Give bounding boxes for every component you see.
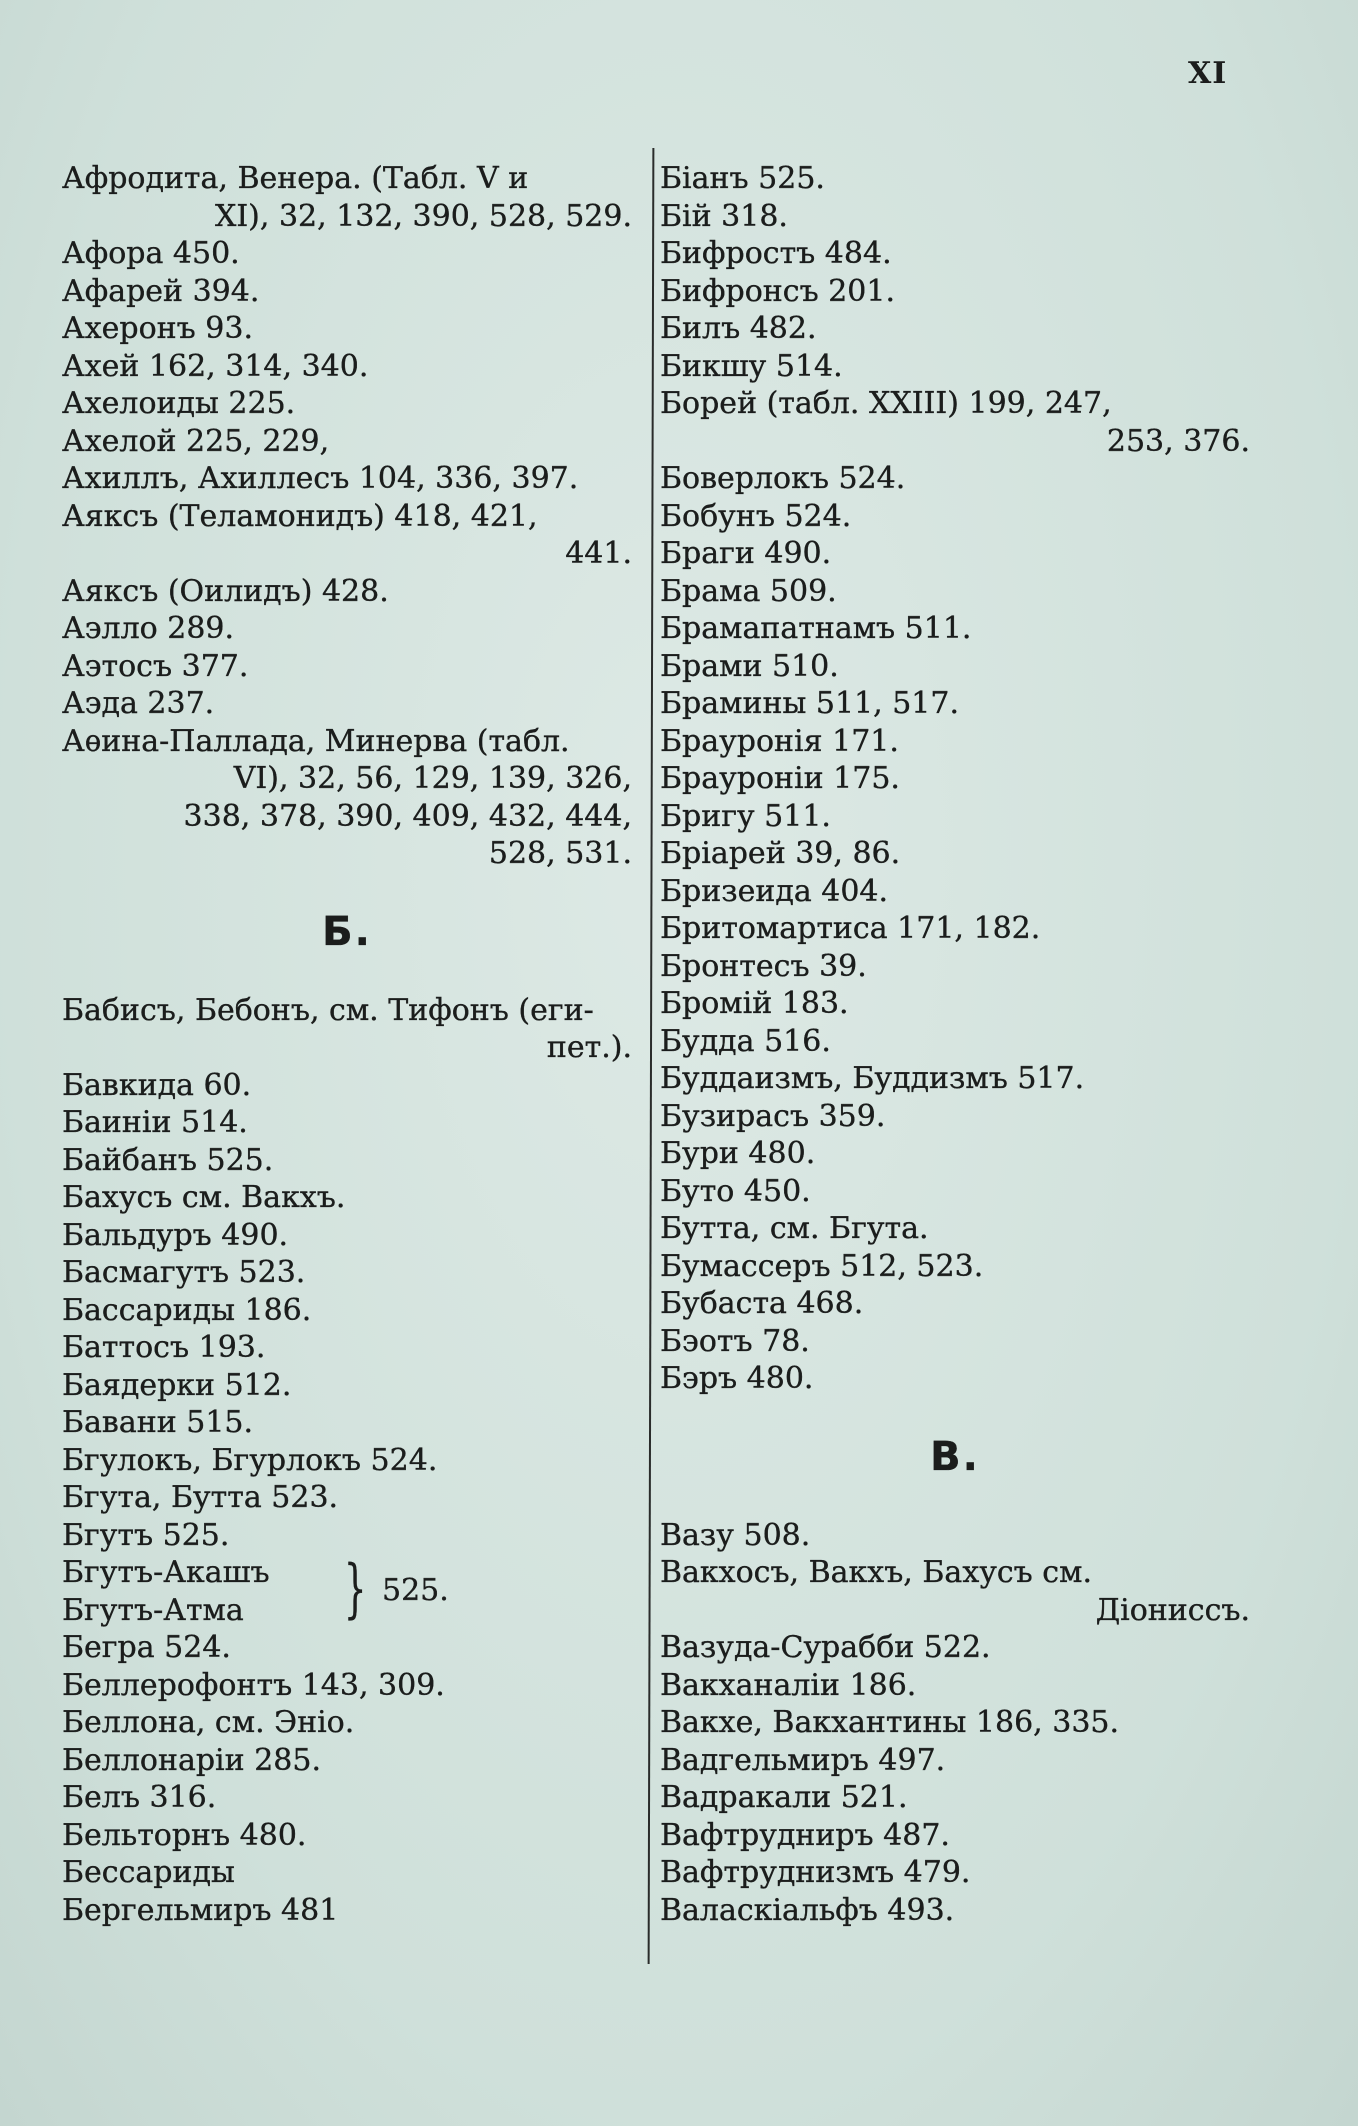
- index-entry: Байбанъ 525.: [62, 1142, 274, 1178]
- left-column: [62, 160, 632, 1929]
- index-entry: Вазу 508.: [660, 1517, 811, 1553]
- right-v-entries: [660, 1517, 1250, 1930]
- index-entry: Брiарей 39, 86.: [660, 836, 901, 871]
- index-entry: Брами 510.: [660, 648, 839, 684]
- index-entry-continuation: 253, 376.: [1106, 423, 1250, 459]
- index-entry: Боверлокъ 524.: [660, 461, 906, 496]
- index-entry: Вафтруднизмъ 479.: [660, 1855, 971, 1890]
- index-entry: Беллона, см. Энiо.: [62, 1705, 355, 1740]
- index-entry: Бригу 511.: [660, 798, 831, 834]
- index-entry-continuation: пет.).: [546, 1030, 632, 1065]
- index-entry: Афродита, Венера. (Табл. V и: [62, 161, 529, 196]
- index-entry: Бессариды: [62, 1855, 235, 1890]
- section-letter-b: Б.: [322, 908, 372, 955]
- index-entry: Бабисъ, Бебонъ, см. Тифонъ (еги-: [62, 992, 594, 1028]
- index-entry: Бэръ 480.: [660, 1361, 814, 1396]
- index-entry: Ахелоиды 225.: [62, 386, 296, 421]
- index-entry: Аэтосъ 377.: [62, 648, 249, 684]
- index-entry-continuation: 338, 378, 390, 409, 432, 444,: [183, 798, 632, 834]
- index-entry: Аяксъ (Теламонидъ) 418, 421,: [62, 498, 538, 534]
- index-entry: Борей (табл. XXIII) 199, 247,: [660, 386, 1112, 421]
- index-entry: Бумассеръ 512, 523.: [660, 1248, 984, 1284]
- index-entry: Вафтрудниръ 487.: [660, 1817, 950, 1853]
- right-b-entries: [660, 160, 1250, 1398]
- index-entry: Бельторнъ 480.: [62, 1817, 307, 1853]
- index-entry: Бегра 524.: [62, 1630, 231, 1665]
- index-entry: Брауронiи 175.: [660, 761, 900, 796]
- index-entry: Белъ 316.: [62, 1780, 217, 1815]
- index-entry: Бифронсъ 201.: [660, 273, 896, 309]
- index-entry: Афарей 394.: [62, 273, 260, 309]
- index-entry: Бубаста 468.: [660, 1286, 864, 1321]
- index-entry: Буддаизмъ, Буддизмъ 517.: [660, 1061, 1085, 1096]
- right-column: [660, 160, 1250, 1929]
- index-entry: Бури 480.: [660, 1136, 816, 1171]
- page-number: XI: [1188, 56, 1228, 91]
- index-entry: Вакхосъ, Вакхъ, Бахусъ см.: [660, 1555, 1092, 1590]
- index-entry: Бгута, Бутта 523.: [62, 1480, 339, 1515]
- index-entry: Ахиллъ, Ахиллесъ 104, 336, 397.: [62, 461, 579, 496]
- index-entry: Аэда 237.: [62, 686, 215, 721]
- index-entry: Бифростъ 484.: [660, 236, 892, 271]
- index-entry: Бронтесъ 39.: [660, 948, 867, 984]
- index-entry: Буто 450.: [660, 1173, 811, 1209]
- index-entry: Афора 450.: [62, 236, 240, 271]
- index-entry: Брауронiя 171.: [660, 723, 899, 759]
- index-entry: Басмагутъ 523.: [62, 1255, 306, 1290]
- index-entry: Бiанъ 525.: [660, 161, 825, 196]
- index-entry: Аѳина-Паллада, Минерва (табл.: [62, 723, 570, 759]
- index-entry: Ахелой 225, 229,: [62, 423, 330, 459]
- index-entry: Беллонарiи 285.: [62, 1742, 321, 1778]
- index-entry: Бахусъ см. Вакхъ.: [62, 1180, 346, 1215]
- index-entry: Бобунъ 524.: [660, 498, 852, 534]
- index-entry: Бгулокъ, Бгурлокъ 524.: [62, 1442, 438, 1478]
- index-entry: Вазуда-Сурабби 522.: [660, 1630, 991, 1665]
- index-entry: Бассариды 186.: [62, 1292, 312, 1328]
- index-entry: Вадракали 521.: [660, 1780, 908, 1815]
- left-b-entries-continued: [62, 1629, 632, 1929]
- index-entry: Беллерофонтъ 143, 309.: [62, 1667, 445, 1703]
- curly-brace-icon: }: [344, 1552, 367, 1626]
- section-letter-v: В.: [930, 1433, 980, 1480]
- left-b-entries: [62, 992, 632, 1555]
- index-entry: Брама 509.: [660, 573, 837, 609]
- index-entry: Валаскiальфъ 493.: [660, 1892, 955, 1928]
- column-divider: [648, 148, 655, 1964]
- index-entry: Бгутъ-Атма: [62, 1592, 244, 1628]
- index-entry: Бавани 515.: [62, 1405, 254, 1440]
- index-entry: Бавкида 60.: [62, 1067, 252, 1103]
- index-entry: Бгутъ-Акашъ: [62, 1555, 270, 1590]
- index-entry-continuation: VI), 32, 56, 129, 139, 326,: [233, 761, 632, 796]
- index-entry: Бергельмиръ 481: [62, 1892, 339, 1928]
- index-entry: Билъ 482.: [660, 311, 817, 346]
- index-entry-continuation: XI), 32, 132, 390, 528, 529.: [214, 198, 632, 234]
- index-entry: Ахей 162, 314, 340.: [62, 348, 369, 384]
- index-entry: Бгутъ 525.: [62, 1517, 230, 1553]
- index-entry: Баядерки 512.: [62, 1367, 292, 1403]
- index-entry: Будда 516.: [660, 1023, 831, 1059]
- index-entry: Брамины 511, 517.: [660, 686, 960, 721]
- index-entry: Бритомартиса 171, 182.: [660, 911, 1041, 946]
- index-entry: Вакхе, Вакхантины 186, 335.: [660, 1705, 1120, 1740]
- index-entry-continuation: 528, 531.: [488, 836, 632, 871]
- index-entry: Браги 490.: [660, 536, 832, 571]
- index-entry: Бальдуръ 490.: [62, 1217, 289, 1253]
- index-entry: Бутта, см. Бгута.: [660, 1211, 929, 1246]
- index-entry: Вакханалiи 186.: [660, 1667, 917, 1703]
- index-entry: Аяксъ (Оилидъ) 428.: [62, 573, 389, 609]
- left-a-entries: [62, 160, 632, 873]
- bracket-group: [62, 1554, 632, 1629]
- index-entry: Ахеронъ 93.: [62, 311, 253, 346]
- index-entry: Вадгельмиръ 497.: [660, 1742, 946, 1778]
- index-entry: Бузирасъ 359.: [660, 1098, 886, 1134]
- index-entry-continuation: Дiониссъ.: [1095, 1592, 1250, 1628]
- bracket-page-ref: 525.: [382, 1573, 449, 1608]
- index-entry: Бэотъ 78.: [660, 1323, 810, 1359]
- index-entry: Брамапатнамъ 511.: [660, 611, 972, 646]
- index-entry: Баинiи 514.: [62, 1105, 248, 1140]
- index-entry: Баттосъ 193.: [62, 1330, 266, 1365]
- index-entry: Бромiй 183.: [660, 986, 849, 1021]
- index-entry: Аэлло 289.: [62, 611, 235, 646]
- index-entry: Бризеида 404.: [660, 873, 889, 909]
- index-entry-continuation: 441.: [565, 536, 632, 571]
- index-entry: Бiй 318.: [660, 198, 788, 234]
- index-entry: Бикшу 514.: [660, 348, 843, 384]
